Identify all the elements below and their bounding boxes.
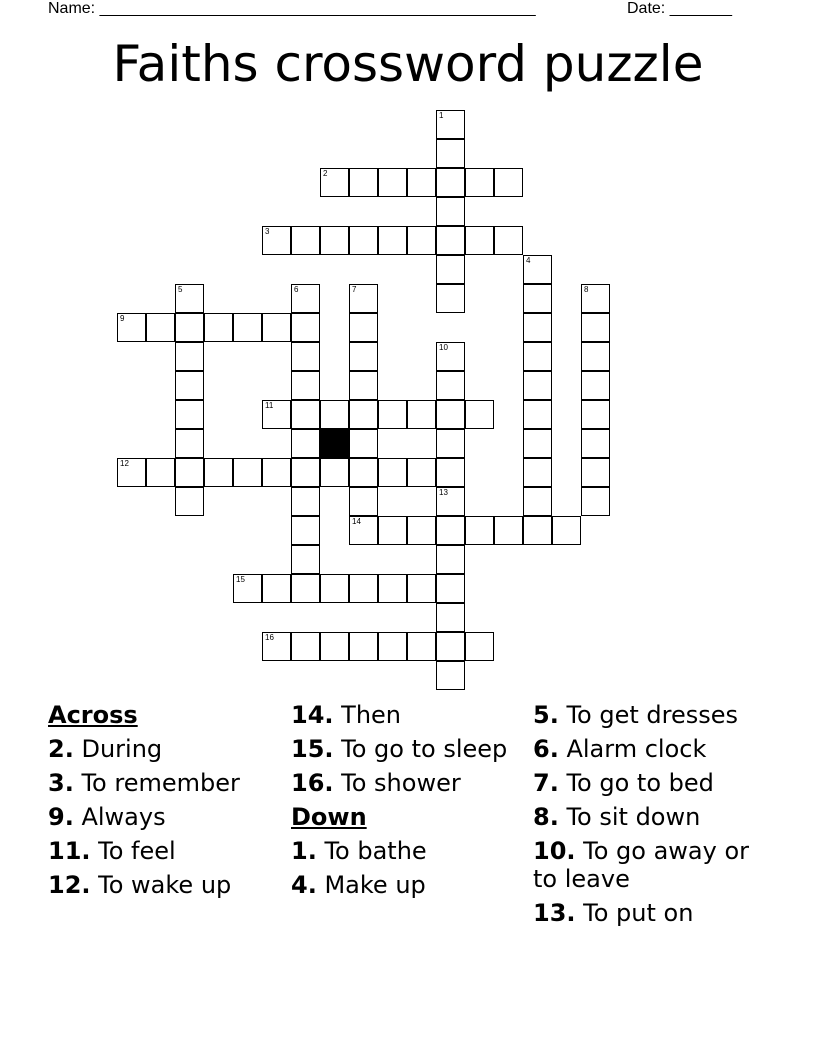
crossword-cell[interactable]: [581, 371, 610, 400]
crossword-cell[interactable]: [581, 429, 610, 458]
crossword-cell[interactable]: [581, 313, 610, 342]
crossword-cell[interactable]: [523, 400, 552, 429]
crossword-cell[interactable]: [494, 516, 523, 545]
crossword-cell[interactable]: [349, 516, 378, 545]
clue-down-10: [533, 838, 773, 893]
crossword-cell[interactable]: [465, 168, 494, 197]
cell-number: 3: [265, 227, 270, 236]
crossword-cell[interactable]: [349, 429, 378, 458]
crossword-cell[interactable]: [581, 458, 610, 487]
crossword-cell[interactable]: [320, 458, 349, 487]
crossword-cell[interactable]: [436, 197, 465, 226]
crossword-cell[interactable]: [349, 487, 378, 516]
crossword-cell[interactable]: [175, 487, 204, 516]
crossword-cell[interactable]: [378, 168, 407, 197]
clue-number: 11.: [48, 837, 91, 865]
crossword-cell[interactable]: [233, 458, 262, 487]
clue-text: To put on: [583, 898, 694, 927]
crossword-cell[interactable]: [465, 516, 494, 545]
clues-column-3: [533, 702, 773, 934]
clue-across-2: [48, 736, 278, 764]
cell-number: 11: [265, 401, 274, 410]
crossword-cell[interactable]: [581, 487, 610, 516]
clue-text: During: [81, 735, 163, 763]
clue-across-16: [291, 770, 527, 798]
crossword-cell[interactable]: [204, 458, 233, 487]
clue-number: 16.: [291, 769, 334, 797]
clue-down-4: [291, 872, 527, 900]
crossword-cell[interactable]: [407, 632, 436, 661]
crossword-cell[interactable]: [523, 313, 552, 342]
cell-number: 1: [439, 111, 444, 120]
crossword-cell[interactable]: [378, 574, 407, 603]
crossword-cell[interactable]: [349, 313, 378, 342]
crossword-cell[interactable]: [465, 226, 494, 255]
clue-across-9: [48, 804, 278, 832]
cell-number: 14: [352, 517, 361, 526]
crossword-cell[interactable]: [465, 400, 494, 429]
clue-text: To sit down: [566, 803, 701, 831]
crossword-cell[interactable]: [494, 168, 523, 197]
name-line: Name: _________________________________________________: [48, 0, 536, 17]
crossword-cell[interactable]: [291, 400, 320, 429]
crossword-cell[interactable]: [436, 226, 465, 255]
across-heading: Across: [48, 701, 138, 729]
crossword-cell[interactable]: [291, 313, 320, 342]
clues-column-1: [48, 702, 278, 906]
crossword-cell[interactable]: [407, 400, 436, 429]
crossword-cell[interactable]: [349, 342, 378, 371]
crossword-cell[interactable]: [117, 458, 146, 487]
crossword-cell[interactable]: [436, 168, 465, 197]
clue-number: 9.: [48, 803, 74, 831]
crossword-cell[interactable]: [378, 458, 407, 487]
clue-number: 15.: [291, 735, 334, 763]
clue-text: To shower: [341, 769, 461, 797]
crossword-cell[interactable]: [523, 342, 552, 371]
clue-down-7: [533, 770, 773, 798]
crossword-cell[interactable]: [523, 458, 552, 487]
crossword-cell[interactable]: [436, 574, 465, 603]
crossword-cell[interactable]: [291, 371, 320, 400]
cell-number: 9: [120, 314, 125, 323]
crossword-cell[interactable]: [291, 284, 320, 313]
crossword-cell[interactable]: [494, 226, 523, 255]
clue-text: To go away or to leave: [533, 837, 750, 893]
crossword-cell[interactable]: [465, 632, 494, 661]
clue-across-11: [48, 838, 278, 866]
clue-across-3: [48, 770, 278, 798]
crossword-cell[interactable]: [320, 632, 349, 661]
clue-text: To go to bed: [566, 769, 714, 797]
crossword-cell[interactable]: [349, 632, 378, 661]
crossword-cell[interactable]: [349, 226, 378, 255]
crossword-cell[interactable]: [291, 516, 320, 545]
crossword-cell[interactable]: [378, 226, 407, 255]
clue-number: 14.: [291, 701, 334, 729]
crossword-cell[interactable]: [117, 313, 146, 342]
crossword-cell[interactable]: [175, 458, 204, 487]
crossword-cell[interactable]: [291, 574, 320, 603]
crossword-cell[interactable]: [204, 313, 233, 342]
clue-text: To remember: [81, 769, 240, 797]
crossword-cell[interactable]: [436, 603, 465, 632]
crossword-cell[interactable]: [175, 400, 204, 429]
crossword-cell[interactable]: [436, 632, 465, 661]
clue-number: 8.: [533, 803, 559, 831]
page-title: Faiths crossword puzzle: [112, 35, 704, 93]
clue-down-6: [533, 736, 773, 764]
crossword-cell[interactable]: [175, 371, 204, 400]
crossword-cell[interactable]: [262, 400, 291, 429]
crossword-cell[interactable]: [436, 255, 465, 284]
crossword-cell[interactable]: [349, 284, 378, 313]
crossword-cell[interactable]: [146, 458, 175, 487]
crossword-cell[interactable]: [233, 574, 262, 603]
crossword-cell[interactable]: [291, 632, 320, 661]
crossword-cell[interactable]: [523, 487, 552, 516]
clue-text: To go to sleep: [341, 735, 508, 763]
clue-number: 4.: [291, 871, 317, 899]
cell-number: 16: [265, 633, 274, 642]
crossword-cell[interactable]: [436, 139, 465, 168]
crossword-cell[interactable]: [291, 429, 320, 458]
clue-number: 7.: [533, 769, 559, 797]
crossword-cell[interactable]: [349, 168, 378, 197]
clues-column-2: [291, 702, 527, 906]
cell-number: 6: [294, 285, 299, 294]
crossword-cell[interactable]: [436, 661, 465, 690]
crossword-cell[interactable]: [378, 632, 407, 661]
clue-text: To bathe: [324, 837, 427, 865]
clue-text: Then: [341, 701, 402, 729]
clue-across-14: [291, 702, 527, 730]
crossword-cell[interactable]: [407, 574, 436, 603]
crossword-cell[interactable]: [436, 429, 465, 458]
cell-number: 4: [526, 256, 531, 265]
clue-text: Alarm clock: [566, 735, 707, 763]
clue-text: Always: [81, 803, 166, 831]
cell-number: 2: [323, 169, 328, 178]
crossword-cell[interactable]: [349, 371, 378, 400]
crossword-cell[interactable]: [523, 516, 552, 545]
crossword-cell[interactable]: [175, 284, 204, 313]
clue-across-15: [291, 736, 527, 764]
crossword-cell[interactable]: [146, 313, 175, 342]
crossword-cell[interactable]: [436, 458, 465, 487]
cell-number: 15: [236, 575, 245, 584]
clue-text: To get dresses: [566, 701, 739, 729]
crossword-cell[interactable]: [291, 458, 320, 487]
date-line: Date: _______: [627, 0, 732, 17]
crossword-cell[interactable]: [436, 371, 465, 400]
crossword-cell[interactable]: [436, 342, 465, 371]
crossword-cell[interactable]: [349, 400, 378, 429]
crossword-cell[interactable]: [320, 168, 349, 197]
crossword-cell[interactable]: [291, 226, 320, 255]
crossword-cell[interactable]: [291, 342, 320, 371]
clue-number: 10.: [533, 837, 576, 865]
crossword-cell[interactable]: [436, 110, 465, 139]
crossword-cell[interactable]: [407, 516, 436, 545]
crossword-cell[interactable]: [407, 168, 436, 197]
clue-number: 5.: [533, 701, 559, 729]
crossword-cell[interactable]: [407, 458, 436, 487]
black-square: [320, 429, 349, 458]
clue-down-8: [533, 804, 773, 832]
crossword-cell[interactable]: [320, 400, 349, 429]
crossword-cell[interactable]: [262, 313, 291, 342]
crossword-cell[interactable]: [436, 400, 465, 429]
clue-text: To feel: [98, 837, 176, 865]
crossword-cell[interactable]: [175, 429, 204, 458]
crossword-cell[interactable]: [349, 458, 378, 487]
crossword-cell[interactable]: [262, 574, 291, 603]
crossword-cell[interactable]: [436, 487, 465, 516]
cell-number: 10: [439, 343, 448, 352]
crossword-cell[interactable]: [436, 516, 465, 545]
crossword-cell[interactable]: [581, 400, 610, 429]
crossword-cell[interactable]: [291, 487, 320, 516]
clue-number: 3.: [48, 769, 74, 797]
clue-down-13: [533, 900, 773, 928]
crossword-cell[interactable]: [291, 545, 320, 574]
clue-down-1: [291, 838, 527, 866]
crossword-cell[interactable]: [233, 313, 262, 342]
crossword-cell[interactable]: [320, 574, 349, 603]
clue-text: To wake up: [98, 871, 232, 899]
crossword-cell[interactable]: [262, 226, 291, 255]
crossword-cell[interactable]: [523, 255, 552, 284]
crossword-cell[interactable]: [378, 516, 407, 545]
clue-number: 6.: [533, 735, 559, 763]
crossword-cell[interactable]: [349, 574, 378, 603]
crossword-cell[interactable]: [523, 284, 552, 313]
crossword-cell[interactable]: [436, 284, 465, 313]
crossword-cell[interactable]: [436, 545, 465, 574]
crossword-cell[interactable]: [523, 371, 552, 400]
clue-down-5: [533, 702, 773, 730]
crossword-cell[interactable]: [320, 226, 349, 255]
cell-number: 8: [584, 285, 589, 294]
cell-number: 13: [439, 488, 448, 497]
crossword-cell[interactable]: [581, 342, 610, 371]
cell-number: 12: [120, 459, 129, 468]
crossword-cell[interactable]: [262, 632, 291, 661]
clue-number: 1.: [291, 837, 317, 865]
crossword-cell[interactable]: [175, 342, 204, 371]
crossword-cell[interactable]: [262, 458, 291, 487]
cell-number: 7: [352, 285, 357, 294]
clue-number: 2.: [48, 735, 74, 763]
crossword-cell[interactable]: [581, 284, 610, 313]
clue-across-12: [48, 872, 278, 900]
clue-number: 12.: [48, 871, 91, 899]
crossword-cell[interactable]: [175, 313, 204, 342]
crossword-cell[interactable]: [378, 400, 407, 429]
crossword-cell[interactable]: [523, 429, 552, 458]
crossword-cell[interactable]: [552, 516, 581, 545]
clue-text: Make up: [324, 871, 426, 899]
crossword-cell[interactable]: [407, 226, 436, 255]
clue-number: 13.: [533, 898, 576, 927]
down-heading: Down: [291, 803, 367, 831]
cell-number: 5: [178, 285, 183, 294]
